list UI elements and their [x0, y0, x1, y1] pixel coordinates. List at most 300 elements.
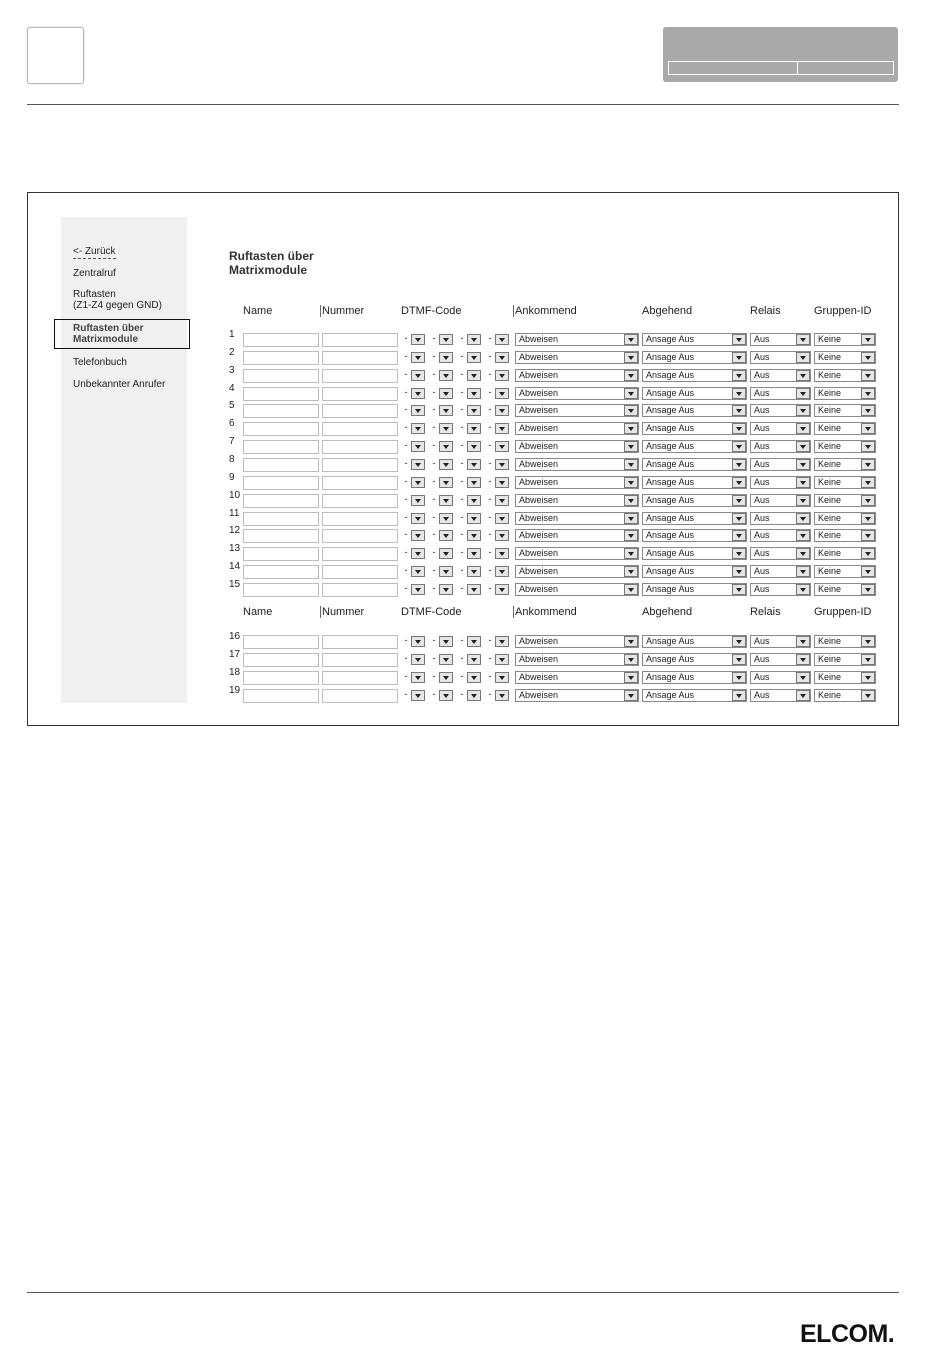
dtmf-select-4[interactable]: [495, 459, 509, 470]
relais-dropdown-icon[interactable]: [796, 352, 810, 363]
dtmf-select-1[interactable]: [411, 334, 425, 345]
dtmf-select-2[interactable]: [439, 584, 453, 595]
ankommend-dropdown-icon[interactable]: [624, 672, 638, 683]
gruppen-id-select[interactable]: Keine: [814, 387, 876, 400]
name-input[interactable]: [243, 494, 319, 508]
gruppen-id-dropdown-icon[interactable]: [861, 513, 875, 524]
relais-dropdown-icon[interactable]: [796, 672, 810, 683]
abgehend-dropdown-icon[interactable]: [732, 370, 746, 381]
dtmf-select-2[interactable]: [439, 441, 453, 452]
ankommend-select[interactable]: Abweisen: [515, 458, 639, 471]
dtmf-select-3[interactable]: [467, 690, 481, 701]
ankommend-dropdown-icon[interactable]: [624, 352, 638, 363]
abgehend-dropdown-icon[interactable]: [732, 441, 746, 452]
dtmf-dash: -: [404, 493, 408, 504]
dtmf-select-3[interactable]: [467, 513, 481, 524]
dtmf-select-4[interactable]: [495, 370, 509, 381]
abgehend-dropdown-icon[interactable]: [732, 566, 746, 577]
dtmf-select-4[interactable]: [495, 495, 509, 506]
ankommend-dropdown-icon[interactable]: [624, 636, 638, 647]
nummer-input[interactable]: [322, 512, 398, 526]
relais-select[interactable]: Aus: [750, 635, 811, 648]
dtmf-dash: -: [404, 511, 408, 522]
row-number: 13: [229, 543, 241, 555]
gruppen-id-select[interactable]: Keine: [814, 422, 876, 435]
name-input[interactable]: [243, 387, 319, 401]
name-input[interactable]: [243, 653, 319, 667]
abgehend-select[interactable]: Ansage Aus: [642, 689, 747, 702]
dtmf-select-3[interactable]: [467, 530, 481, 541]
nummer-input[interactable]: [322, 635, 398, 649]
ankommend-dropdown-icon[interactable]: [624, 334, 638, 345]
nummer-input[interactable]: [322, 351, 398, 365]
dtmf-select-3[interactable]: [467, 459, 481, 470]
dtmf-select-3[interactable]: [467, 584, 481, 595]
dtmf-select-4[interactable]: [495, 477, 509, 488]
abgehend-dropdown-icon[interactable]: [732, 495, 746, 506]
ankommend-dropdown-icon[interactable]: [624, 495, 638, 506]
nummer-input[interactable]: [322, 653, 398, 667]
dtmf-select-2[interactable]: [439, 636, 453, 647]
name-input[interactable]: [243, 422, 319, 436]
name-input[interactable]: [243, 351, 319, 365]
dtmf-select-2[interactable]: [439, 423, 453, 434]
gruppen-id-select[interactable]: Keine: [814, 565, 876, 578]
relais-dropdown-icon[interactable]: [796, 370, 810, 381]
name-input[interactable]: [243, 512, 319, 526]
dtmf-select-3[interactable]: [467, 477, 481, 488]
relais-select[interactable]: Aus: [750, 689, 811, 702]
relais-dropdown-icon[interactable]: [796, 477, 810, 488]
abgehend-select[interactable]: Ansage Aus: [642, 583, 747, 596]
relais-dropdown-icon[interactable]: [796, 441, 810, 452]
header-gray-box: [663, 27, 898, 82]
gruppen-id-select[interactable]: Keine: [814, 635, 876, 648]
gruppen-id-dropdown-icon[interactable]: [861, 423, 875, 434]
dtmf-dash: -: [432, 404, 436, 415]
ankommend-select[interactable]: Abweisen: [515, 689, 639, 702]
ankommend-select[interactable]: Abweisen: [515, 422, 639, 435]
ankommend-select[interactable]: Abweisen: [515, 387, 639, 400]
ankommend-dropdown-icon[interactable]: [624, 477, 638, 488]
relais-dropdown-icon[interactable]: [796, 405, 810, 416]
dtmf-select-4[interactable]: [495, 584, 509, 595]
gruppen-id-select[interactable]: Keine: [814, 333, 876, 346]
nummer-input[interactable]: [322, 494, 398, 508]
nummer-input[interactable]: [322, 476, 398, 490]
abgehend-select[interactable]: Ansage Aus: [642, 653, 747, 666]
gruppen-id-select[interactable]: Keine: [814, 351, 876, 364]
abgehend-dropdown-icon[interactable]: [732, 654, 746, 665]
ankommend-select[interactable]: Abweisen: [515, 494, 639, 507]
ankommend-dropdown-icon[interactable]: [624, 530, 638, 541]
ankommend-dropdown-icon[interactable]: [624, 441, 638, 452]
name-input[interactable]: [243, 369, 319, 383]
abgehend-select[interactable]: Ansage Aus: [642, 529, 747, 542]
relais-dropdown-icon[interactable]: [796, 459, 810, 470]
dtmf-dash: -: [432, 440, 436, 451]
gruppen-id-dropdown-icon[interactable]: [861, 495, 875, 506]
gruppen-id-select[interactable]: Keine: [814, 458, 876, 471]
relais-select[interactable]: Aus: [750, 404, 811, 417]
abgehend-select[interactable]: Ansage Aus: [642, 458, 747, 471]
gruppen-id-dropdown-icon[interactable]: [861, 334, 875, 345]
ankommend-dropdown-icon[interactable]: [624, 405, 638, 416]
sidebar-item-zentralruf[interactable]: Zentralruf: [73, 268, 116, 279]
relais-select[interactable]: Aus: [750, 369, 811, 382]
dtmf-select-2[interactable]: [439, 405, 453, 416]
dtmf-dash: -: [404, 547, 408, 558]
dtmf-select-1[interactable]: [411, 495, 425, 506]
nummer-input[interactable]: [322, 583, 398, 597]
dtmf-select-4[interactable]: [495, 530, 509, 541]
abgehend-dropdown-icon[interactable]: [732, 530, 746, 541]
abgehend-dropdown-icon[interactable]: [732, 584, 746, 595]
relais-select[interactable]: Aus: [750, 440, 811, 453]
relais-select[interactable]: Aus: [750, 583, 811, 596]
dtmf-select-3[interactable]: [467, 548, 481, 559]
dtmf-select-2[interactable]: [439, 370, 453, 381]
ankommend-dropdown-icon[interactable]: [624, 690, 638, 701]
dtmf-select-2[interactable]: [439, 654, 453, 665]
page-title-line1: Ruftasten über: [229, 249, 314, 263]
gruppen-id-select[interactable]: Keine: [814, 671, 876, 684]
gruppen-id-select[interactable]: Keine: [814, 512, 876, 525]
name-input[interactable]: [243, 404, 319, 418]
relais-dropdown-icon[interactable]: [796, 334, 810, 345]
abgehend-select[interactable]: Ansage Aus: [642, 565, 747, 578]
dtmf-select-2[interactable]: [439, 690, 453, 701]
nummer-input[interactable]: [322, 529, 398, 543]
dtmf-select-4[interactable]: [495, 672, 509, 683]
ankommend-select[interactable]: Abweisen: [515, 333, 639, 346]
relais-select[interactable]: Aus: [750, 653, 811, 666]
abgehend-select[interactable]: Ansage Aus: [642, 512, 747, 525]
gruppen-id-dropdown-icon[interactable]: [861, 584, 875, 595]
dtmf-select-2[interactable]: [439, 334, 453, 345]
dtmf-select-4[interactable]: [495, 654, 509, 665]
gruppen-id-dropdown-icon[interactable]: [861, 370, 875, 381]
dtmf-select-3[interactable]: [467, 334, 481, 345]
abgehend-dropdown-icon[interactable]: [732, 388, 746, 399]
abgehend-select[interactable]: Ansage Aus: [642, 494, 747, 507]
dtmf-select-1[interactable]: [411, 459, 425, 470]
relais-select[interactable]: Aus: [750, 547, 811, 560]
gruppen-id-dropdown-icon[interactable]: [861, 459, 875, 470]
dtmf-select-1[interactable]: [411, 672, 425, 683]
ankommend-dropdown-icon[interactable]: [624, 566, 638, 577]
gruppen-id-dropdown-icon[interactable]: [861, 672, 875, 683]
abgehend-select[interactable]: Ansage Aus: [642, 671, 747, 684]
dtmf-dash: -: [404, 422, 408, 433]
dtmf-select-1[interactable]: [411, 548, 425, 559]
row-number: 1: [229, 329, 235, 340]
abgehend-select[interactable]: Ansage Aus: [642, 635, 747, 648]
name-input[interactable]: [243, 671, 319, 685]
ankommend-select[interactable]: Abweisen: [515, 565, 639, 578]
ankommend-select[interactable]: Abweisen: [515, 583, 639, 596]
dtmf-select-3[interactable]: [467, 672, 481, 683]
relais-select[interactable]: Aus: [750, 512, 811, 525]
abgehend-dropdown-icon[interactable]: [732, 513, 746, 524]
abgehend-dropdown-icon[interactable]: [732, 690, 746, 701]
ankommend-dropdown-icon[interactable]: [624, 513, 638, 524]
relais-dropdown-icon[interactable]: [796, 636, 810, 647]
relais-dropdown-icon[interactable]: [796, 513, 810, 524]
nummer-input[interactable]: [322, 565, 398, 579]
ankommend-dropdown-icon[interactable]: [624, 370, 638, 381]
name-input[interactable]: [243, 529, 319, 543]
dtmf-dash: -: [488, 652, 492, 663]
dtmf-select-2[interactable]: [439, 495, 453, 506]
dtmf-select-1[interactable]: [411, 405, 425, 416]
nummer-input[interactable]: [322, 547, 398, 561]
gruppen-id-select[interactable]: Keine: [814, 547, 876, 560]
abgehend-select[interactable]: Ansage Aus: [642, 333, 747, 346]
gruppen-id-select[interactable]: Keine: [814, 404, 876, 417]
nummer-input[interactable]: [322, 387, 398, 401]
dtmf-select-3[interactable]: [467, 352, 481, 363]
gruppen-id-dropdown-icon[interactable]: [861, 352, 875, 363]
ankommend-dropdown-icon[interactable]: [624, 654, 638, 665]
page-title: [229, 249, 314, 277]
relais-dropdown-icon[interactable]: [796, 530, 810, 541]
ankommend-select[interactable]: Abweisen: [515, 404, 639, 417]
dtmf-select-4[interactable]: [495, 388, 509, 399]
gruppen-id-dropdown-icon[interactable]: [861, 388, 875, 399]
name-input[interactable]: [243, 547, 319, 561]
ankommend-dropdown-icon[interactable]: [624, 548, 638, 559]
nummer-input[interactable]: [322, 689, 398, 703]
dtmf-select-4[interactable]: [495, 513, 509, 524]
dtmf-select-4[interactable]: [495, 352, 509, 363]
nummer-input[interactable]: [322, 333, 398, 347]
relais-select[interactable]: Aus: [750, 333, 811, 346]
relais-dropdown-icon[interactable]: [796, 388, 810, 399]
dtmf-dash: -: [488, 529, 492, 540]
dtmf-select-4[interactable]: [495, 690, 509, 701]
dtmf-select-4[interactable]: [495, 423, 509, 434]
dtmf-select-2[interactable]: [439, 566, 453, 577]
dtmf-select-2[interactable]: [439, 548, 453, 559]
gruppen-id-dropdown-icon[interactable]: [861, 654, 875, 665]
gruppen-id-dropdown-icon[interactable]: [861, 548, 875, 559]
ankommend-select[interactable]: Abweisen: [515, 635, 639, 648]
gruppen-id-dropdown-icon[interactable]: [861, 636, 875, 647]
abgehend-select[interactable]: Ansage Aus: [642, 369, 747, 382]
ankommend-dropdown-icon[interactable]: [624, 423, 638, 434]
abgehend-dropdown-icon[interactable]: [732, 636, 746, 647]
name-input[interactable]: [243, 458, 319, 472]
abgehend-select[interactable]: Ansage Aus: [642, 547, 747, 560]
ankommend-select[interactable]: Abweisen: [515, 476, 639, 489]
dtmf-select-3[interactable]: [467, 654, 481, 665]
relais-select[interactable]: Aus: [750, 387, 811, 400]
ankommend-select[interactable]: Abweisen: [515, 351, 639, 364]
ankommend-select[interactable]: Abweisen: [515, 671, 639, 684]
relais-select[interactable]: Aus: [750, 565, 811, 578]
abgehend-dropdown-icon[interactable]: [732, 352, 746, 363]
dtmf-select-2[interactable]: [439, 530, 453, 541]
dtmf-select-3[interactable]: [467, 636, 481, 647]
dtmf-dash: -: [488, 333, 492, 343]
ankommend-select[interactable]: Abweisen: [515, 529, 639, 542]
nummer-input[interactable]: [322, 440, 398, 454]
abgehend-dropdown-icon[interactable]: [732, 548, 746, 559]
dtmf-select-3[interactable]: [467, 405, 481, 416]
ankommend-select[interactable]: Abweisen: [515, 369, 639, 382]
abgehend-select[interactable]: Ansage Aus: [642, 440, 747, 453]
relais-dropdown-icon[interactable]: [796, 495, 810, 506]
relais-select[interactable]: Aus: [750, 476, 811, 489]
dtmf-select-1[interactable]: [411, 690, 425, 701]
dtmf-select-4[interactable]: [495, 405, 509, 416]
abgehend-select[interactable]: Ansage Aus: [642, 404, 747, 417]
row-number: 16: [229, 631, 241, 642]
ankommend-dropdown-icon[interactable]: [624, 459, 638, 470]
dtmf-select-2[interactable]: [439, 352, 453, 363]
dtmf-select-2[interactable]: [439, 672, 453, 683]
dtmf-select-1[interactable]: [411, 352, 425, 363]
column-header-col-name-1: Name: [243, 305, 273, 317]
dtmf-select-2[interactable]: [439, 459, 453, 470]
name-input[interactable]: [243, 476, 319, 490]
nummer-input[interactable]: [322, 422, 398, 436]
dtmf-select-3[interactable]: [467, 423, 481, 434]
relais-select[interactable]: Aus: [750, 351, 811, 364]
dtmf-select-1[interactable]: [411, 388, 425, 399]
dtmf-select-1[interactable]: [411, 477, 425, 488]
name-input[interactable]: [243, 583, 319, 597]
relais-select[interactable]: Aus: [750, 529, 811, 542]
sidebar-item-unbekannter-anrufer[interactable]: Unbekannter Anrufer: [73, 379, 166, 390]
dtmf-select-2[interactable]: [439, 477, 453, 488]
relais-select[interactable]: Aus: [750, 422, 811, 435]
dtmf-select-1[interactable]: [411, 636, 425, 647]
dtmf-dash: -: [432, 493, 436, 504]
sidebar-item-ruftasten[interactable]: [73, 289, 162, 311]
dtmf-select-1[interactable]: [411, 584, 425, 595]
gruppen-id-select[interactable]: Keine: [814, 653, 876, 666]
gruppen-id-dropdown-icon[interactable]: [861, 690, 875, 701]
dtmf-select-1[interactable]: [411, 423, 425, 434]
name-input[interactable]: [243, 565, 319, 579]
gruppen-id-select[interactable]: Keine: [814, 369, 876, 382]
abgehend-dropdown-icon[interactable]: [732, 423, 746, 434]
dtmf-select-3[interactable]: [467, 441, 481, 452]
nummer-input[interactable]: [322, 458, 398, 472]
dtmf-select-4[interactable]: [495, 548, 509, 559]
ankommend-dropdown-icon[interactable]: [624, 584, 638, 595]
header-cell-left: [668, 61, 798, 75]
name-input[interactable]: [243, 333, 319, 347]
name-input[interactable]: [243, 635, 319, 649]
abgehend-dropdown-icon[interactable]: [732, 459, 746, 470]
dtmf-dash: -: [460, 493, 464, 504]
column-header-col-ankommend-2: Ankommend: [515, 606, 577, 618]
relais-dropdown-icon[interactable]: [796, 423, 810, 434]
sidebar-item-matrixmodule[interactable]: [73, 323, 144, 345]
dtmf-select-3[interactable]: [467, 388, 481, 399]
column-header-col-gruppen-id-2: Gruppen-ID: [814, 606, 872, 618]
abgehend-dropdown-icon[interactable]: [732, 334, 746, 345]
dtmf-select-1[interactable]: [411, 566, 425, 577]
dtmf-dash: -: [432, 350, 436, 361]
gruppen-id-dropdown-icon[interactable]: [861, 530, 875, 541]
gruppen-id-select[interactable]: Keine: [814, 476, 876, 489]
dtmf-select-4[interactable]: [495, 636, 509, 647]
gruppen-id-dropdown-icon[interactable]: [861, 566, 875, 577]
back-link[interactable]: <- Zurück: [73, 246, 116, 257]
gruppen-id-select[interactable]: Keine: [814, 529, 876, 542]
ankommend-select[interactable]: Abweisen: [515, 512, 639, 525]
ankommend-select[interactable]: Abweisen: [515, 547, 639, 560]
gruppen-id-dropdown-icon[interactable]: [861, 405, 875, 416]
ankommend-dropdown-icon[interactable]: [624, 388, 638, 399]
nummer-input[interactable]: [322, 671, 398, 685]
abgehend-dropdown-icon[interactable]: [732, 405, 746, 416]
dtmf-select-1[interactable]: [411, 530, 425, 541]
abgehend-dropdown-icon[interactable]: [732, 672, 746, 683]
ankommend-select[interactable]: Abweisen: [515, 440, 639, 453]
name-input[interactable]: [243, 689, 319, 703]
nummer-input[interactable]: [322, 404, 398, 418]
dtmf-select-3[interactable]: [467, 566, 481, 577]
abgehend-dropdown-icon[interactable]: [732, 477, 746, 488]
gruppen-id-select[interactable]: Keine: [814, 689, 876, 702]
dtmf-select-1[interactable]: [411, 513, 425, 524]
dtmf-select-1[interactable]: [411, 654, 425, 665]
gruppen-id-dropdown-icon[interactable]: [861, 441, 875, 452]
row-number: 19: [229, 684, 241, 696]
abgehend-select[interactable]: Ansage Aus: [642, 422, 747, 435]
dtmf-select-1[interactable]: [411, 441, 425, 452]
dtmf-select-2[interactable]: [439, 513, 453, 524]
dtmf-select-4[interactable]: [495, 334, 509, 345]
dtmf-select-3[interactable]: [467, 370, 481, 381]
gruppen-id-select[interactable]: Keine: [814, 583, 876, 596]
ankommend-select[interactable]: Abweisen: [515, 653, 639, 666]
sidebar-item-telefonbuch[interactable]: Telefonbuch: [73, 357, 127, 368]
dtmf-select-4[interactable]: [495, 441, 509, 452]
relais-select[interactable]: Aus: [750, 494, 811, 507]
dtmf-select-1[interactable]: [411, 370, 425, 381]
abgehend-select[interactable]: Ansage Aus: [642, 476, 747, 489]
gruppen-id-select[interactable]: Keine: [814, 494, 876, 507]
relais-dropdown-icon[interactable]: [796, 584, 810, 595]
nummer-input[interactable]: [322, 369, 398, 383]
gruppen-id-select[interactable]: Keine: [814, 440, 876, 453]
dtmf-dash: -: [404, 670, 408, 681]
dtmf-dash: -: [432, 635, 436, 645]
abgehend-select[interactable]: Ansage Aus: [642, 387, 747, 400]
dtmf-dash: -: [460, 635, 464, 645]
gruppen-id-dropdown-icon[interactable]: [861, 477, 875, 488]
dtmf-select-4[interactable]: [495, 566, 509, 577]
dtmf-select-3[interactable]: [467, 495, 481, 506]
relais-dropdown-icon[interactable]: [796, 548, 810, 559]
relais-select[interactable]: Aus: [750, 671, 811, 684]
relais-select[interactable]: Aus: [750, 458, 811, 471]
relais-dropdown-icon[interactable]: [796, 654, 810, 665]
dtmf-select-2[interactable]: [439, 388, 453, 399]
bottom-rule: [27, 1292, 899, 1293]
dtmf-dash: -: [460, 529, 464, 540]
relais-dropdown-icon[interactable]: [796, 566, 810, 577]
abgehend-select[interactable]: Ansage Aus: [642, 351, 747, 364]
relais-dropdown-icon[interactable]: [796, 690, 810, 701]
name-input[interactable]: [243, 440, 319, 454]
